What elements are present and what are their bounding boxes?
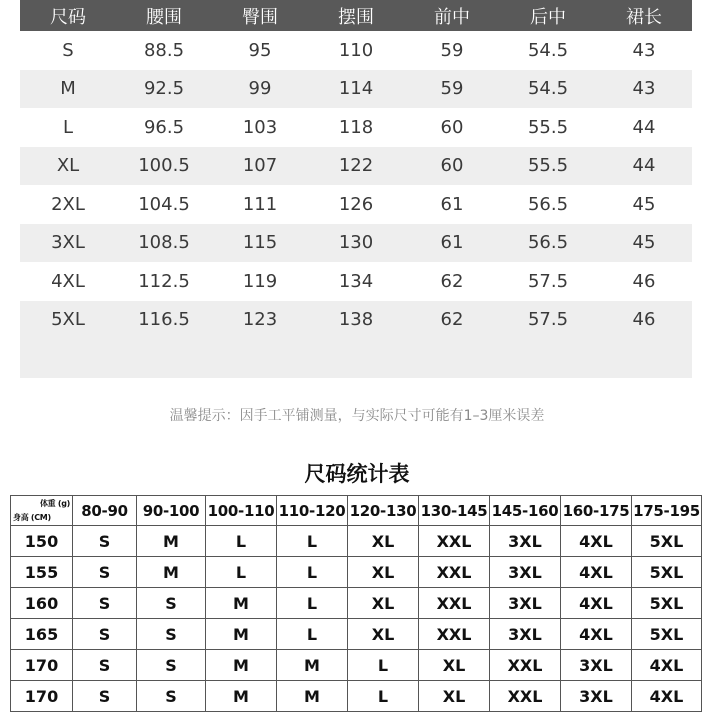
size-table-row [20,185,692,224]
measurement-cell: 110 [338,39,374,61]
recommended-size-cell: XXL [419,588,490,619]
measurement-cell: 95 [248,39,272,61]
stats-header-row [11,496,702,526]
recommended-size-cell: S [73,557,137,588]
stats-table-body [11,526,702,712]
weight-range-header: 90-100 [137,496,206,526]
height-cell: 150 [11,526,73,557]
size-label-cell: L [62,116,74,138]
measurement-cell: 60 [440,155,464,177]
recommended-size-cell: 5XL [632,526,702,557]
size-table-row [20,301,692,340]
recommended-size-cell: S [137,588,206,619]
size-label-cell: 4XL [51,270,85,292]
recommended-size-cell: M [206,588,277,619]
size-label-cell: S [62,39,74,61]
measurement-cell: 104.5 [138,193,190,215]
measurement-cell: 61 [440,232,464,254]
size-label-cell: 3XL [51,232,85,254]
height-cell: 170 [11,681,73,712]
recommended-size-cell: S [73,619,137,650]
measurement-cell: 99 [248,78,272,100]
measurement-cell: 44 [632,155,656,177]
measurement-cell: 130 [338,232,374,254]
measurement-cell: 55.5 [527,155,569,177]
recommended-size-cell: XL [348,557,419,588]
measurement-cell: 138 [338,309,374,331]
recommended-size-cell: 5XL [632,619,702,650]
measurement-cell: 118 [338,116,374,138]
recommended-size-cell: 3XL [561,650,632,681]
recommended-size-cell: 3XL [490,588,561,619]
recommended-size-cell: L [206,557,277,588]
recommended-size-cell: 4XL [561,526,632,557]
recommended-size-cell: L [348,650,419,681]
measurement-cell: 46 [632,309,656,331]
measurement-cell: 59 [440,78,464,100]
weight-range-header: 80-90 [73,496,137,526]
height-cell: 160 [11,588,73,619]
recommended-size-cell: L [277,557,348,588]
recommended-size-cell: L [277,619,348,650]
size-table-row [20,147,692,186]
header-hip: 臀围 [242,6,278,28]
corner-height-label: 身高 (CM) [13,513,51,522]
weight-range-header: 100-110 [206,496,277,526]
header-back-length: 后中 [530,6,566,28]
recommended-size-cell: S [73,650,137,681]
recommended-size-cell: 5XL [632,557,702,588]
recommended-size-cell: L [277,526,348,557]
recommended-size-cell: S [73,526,137,557]
height-cell: 165 [11,619,73,650]
recommended-size-cell: XL [419,681,490,712]
measurement-cell: 45 [632,232,656,254]
recommended-size-cell: M [206,619,277,650]
stats-table-title: 尺码统计表 [304,462,410,486]
measurement-cell: 112.5 [138,270,190,292]
measurement-cell: 100.5 [138,155,190,177]
header-size: 尺码 [50,6,86,28]
stats-table-row [11,619,702,650]
size-table-row [20,108,692,147]
measurement-cell: 61 [440,193,464,215]
measurement-cell: 45 [632,193,656,215]
measurement-cell: 114 [338,78,374,100]
measurement-cell: 60 [440,116,464,138]
recommended-size-cell: 4XL [561,619,632,650]
size-label-cell: XL [56,155,80,177]
size-table-bottom-pad-cell [20,339,692,378]
measurement-cell: 46 [632,270,656,292]
height-cell: 170 [11,650,73,681]
weight-range-header: 130-145 [419,496,490,526]
size-table-row [20,224,692,263]
header-waist: 腰围 [146,6,182,28]
measurement-cell: 134 [338,270,374,292]
size-table-row [20,262,692,301]
recommended-size-cell: XL [348,588,419,619]
recommended-size-cell: L [206,526,277,557]
recommended-size-cell: M [137,557,206,588]
stats-table-row [11,650,702,681]
measurement-cell: 115 [242,232,278,254]
recommended-size-cell: 3XL [490,619,561,650]
recommended-size-cell: XXL [419,557,490,588]
stats-table-row [11,588,702,619]
recommended-size-cell: XXL [419,619,490,650]
measurement-cell: 103 [242,116,278,138]
corner-weight-label: 体重 (g) [39,499,70,508]
recommended-size-cell: S [137,619,206,650]
recommended-size-cell: S [73,681,137,712]
weight-range-header: 160-175 [561,496,632,526]
measurement-cell: 108.5 [138,232,190,254]
measurement-cell: 57.5 [527,270,569,292]
size-label-cell: 2XL [51,193,85,215]
recommended-size-cell: XL [348,526,419,557]
recommended-size-cell: 4XL [561,588,632,619]
measurement-cell: 59 [440,39,464,61]
measurement-cell: 96.5 [143,116,185,138]
height-cell: 155 [11,557,73,588]
recommended-size-cell: S [137,650,206,681]
size-table-bottom-pad [20,339,692,378]
size-recommendation-table [10,495,702,712]
size-label-cell: M [60,78,76,100]
measurement-cell: 119 [242,270,278,292]
measurement-note: 温馨提示：因手工平铺测量，与实际尺寸可能有1–3厘米误差 [169,408,545,424]
measurement-cell: 126 [338,193,374,215]
recommended-size-cell: XXL [490,681,561,712]
recommended-size-cell: 3XL [561,681,632,712]
measurement-cell: 55.5 [527,116,569,138]
stats-table-row [11,557,702,588]
measurement-cell: 107 [242,155,278,177]
recommended-size-cell: 3XL [490,557,561,588]
recommended-size-cell: 5XL [632,588,702,619]
measurement-cell: 92.5 [143,78,185,100]
corner-cell [11,496,73,526]
measurement-cell: 88.5 [143,39,185,61]
weight-range-header: 145-160 [490,496,561,526]
recommended-size-cell: M [137,526,206,557]
recommended-size-cell: M [206,681,277,712]
weight-range-header: 120-130 [348,496,419,526]
recommended-size-cell: XXL [419,526,490,557]
recommended-size-cell: XXL [490,650,561,681]
header-front-length: 前中 [434,6,470,28]
size-measurement-table [20,0,692,378]
recommended-size-cell: L [348,681,419,712]
recommended-size-cell: M [277,650,348,681]
stats-table-row [11,681,702,712]
measurement-cell: 57.5 [527,309,569,331]
measurement-cell: 56.5 [527,232,569,254]
measurement-cell: 54.5 [527,39,569,61]
measurement-cell: 116.5 [138,309,190,331]
measurement-cell: 43 [632,78,656,100]
recommended-size-cell: 4XL [632,650,702,681]
size-label-cell: 5XL [51,309,85,331]
header-hem: 摆围 [338,6,374,28]
recommended-size-cell: 4XL [632,681,702,712]
recommended-size-cell: XL [419,650,490,681]
measurement-cell: 54.5 [527,78,569,100]
recommended-size-cell: M [206,650,277,681]
recommended-size-cell: S [73,588,137,619]
stats-table-row [11,526,702,557]
recommended-size-cell: 4XL [561,557,632,588]
recommended-size-cell: XL [348,619,419,650]
measurement-cell: 111 [242,193,278,215]
size-table-header-row [20,0,692,31]
recommended-size-cell: S [137,681,206,712]
size-table-row [20,70,692,109]
weight-range-header: 175-195 [632,496,702,526]
recommended-size-cell: M [277,681,348,712]
measurement-cell: 44 [632,116,656,138]
weight-range-header: 110-120 [277,496,348,526]
measurement-cell: 122 [338,155,374,177]
measurement-cell: 43 [632,39,656,61]
measurement-cell: 123 [242,309,278,331]
size-table-body [20,31,692,378]
size-table-row [20,31,692,70]
recommended-size-cell: 3XL [490,526,561,557]
recommended-size-cell: L [277,588,348,619]
measurement-cell: 62 [440,309,464,331]
header-skirt-length: 裙长 [626,6,662,28]
measurement-cell: 56.5 [527,193,569,215]
measurement-cell: 62 [440,270,464,292]
